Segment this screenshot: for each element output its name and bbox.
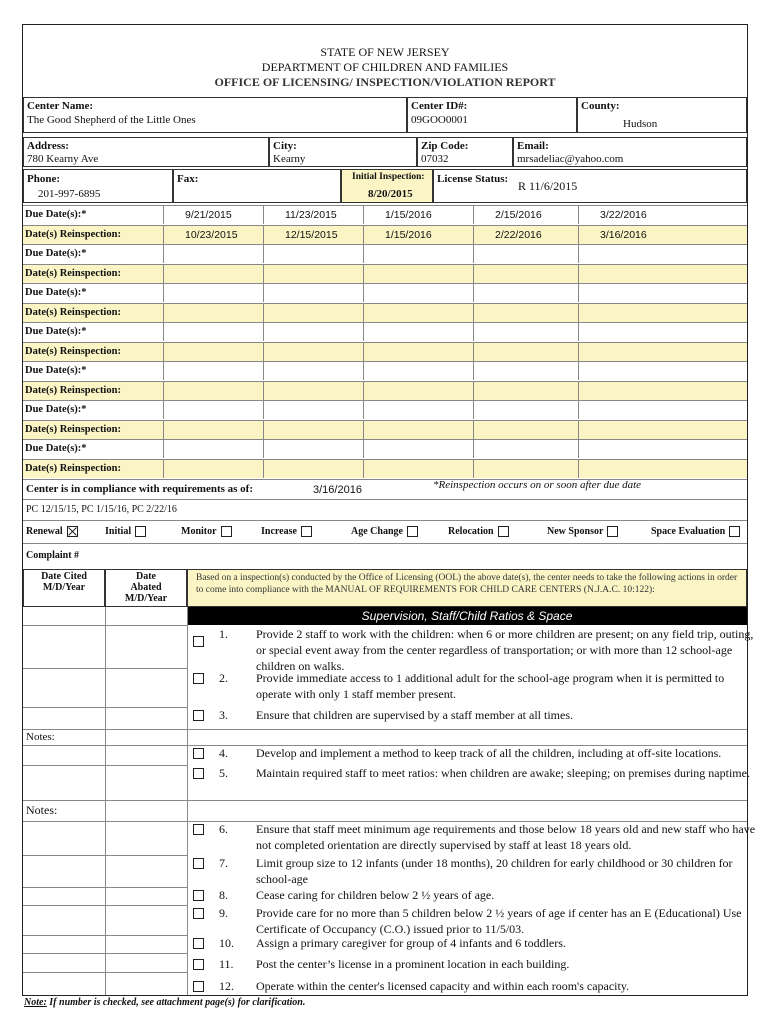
checkbox-icon[interactable]	[193, 858, 204, 869]
reinspection-row	[23, 420, 747, 439]
checkbox-icon[interactable]	[193, 748, 204, 759]
checkbox-icon[interactable]	[135, 526, 146, 537]
email-label: Email:	[517, 140, 549, 152]
footnote-prefix: Note:	[24, 997, 47, 1008]
divider	[23, 707, 187, 708]
cell-divider	[578, 421, 579, 439]
cell-divider	[263, 265, 264, 283]
county-box	[577, 97, 747, 133]
cell-divider	[578, 323, 579, 341]
reinspection-row	[23, 303, 747, 322]
checkbox-icon[interactable]	[193, 768, 204, 779]
city-label: City:	[273, 140, 297, 152]
cell-divider	[263, 226, 264, 244]
fax-box	[173, 169, 341, 203]
checkbox-icon[interactable]	[301, 526, 312, 537]
item-number: 10.	[219, 936, 234, 950]
type-option[interactable]	[261, 526, 312, 537]
cell-divider	[263, 206, 264, 224]
phone-label: Phone:	[27, 173, 60, 185]
header-department: DEPARTMENT OF CHILDREN AND FAMILIES	[261, 60, 509, 74]
type-label: Monitor	[181, 526, 217, 537]
county-value[interactable]: Hudson	[623, 118, 658, 130]
zip-value[interactable]: 07032	[421, 153, 449, 165]
reinspection-row	[23, 264, 747, 283]
cell-divider	[263, 323, 264, 341]
center-id-label: Center ID#:	[411, 100, 468, 112]
cell-divider	[578, 265, 579, 283]
cell-divider	[363, 323, 364, 341]
reinspection-row	[23, 459, 747, 478]
item-text: Ensure that staff meet minimum age requirements and those below 18 years old and new staff who have not completed orientation are directly supervised by staff at least 18 years old.	[256, 822, 756, 852]
center-id-box	[407, 97, 577, 133]
divider	[23, 543, 747, 544]
row-label: Date(s) Reinspection:	[25, 462, 121, 474]
cell-divider	[363, 245, 364, 263]
due-date-row	[23, 361, 747, 380]
date-cell[interactable]: 10/23/2015	[185, 228, 238, 241]
item-text: Provide immediate access to 1 additional adult for the school-age program when it is permitted to operate with only 1 staff member present.	[256, 671, 725, 701]
cell-divider	[163, 421, 164, 439]
checkbox-icon[interactable]	[607, 526, 618, 537]
date-abated-header: Date Abated M/D/Year	[105, 569, 187, 607]
checkbox-icon[interactable]	[729, 526, 740, 537]
row-label: Date(s) Reinspection:	[25, 384, 121, 396]
checkbox-icon[interactable]	[193, 938, 204, 949]
item-number: 3.	[219, 708, 228, 722]
cell-divider	[473, 440, 474, 458]
type-label: New Sponsor	[547, 526, 604, 537]
cell-divider	[363, 206, 364, 224]
cell-divider	[578, 343, 579, 361]
cell-divider	[163, 362, 164, 380]
cell-divider	[163, 440, 164, 458]
reinspection-note: *Reinspection occurs on or soon after due date	[433, 479, 642, 491]
row-label: Date(s) Reinspection:	[25, 306, 121, 318]
type-label: Space Evaluation	[651, 526, 726, 537]
header-office: OFFICE OF LICENSING/ INSPECTION/VIOLATION REPORT	[214, 75, 556, 89]
cell-divider	[163, 343, 164, 361]
row-label: Due Date(s):*	[25, 326, 87, 337]
cell-divider	[578, 362, 579, 380]
city-box	[269, 137, 417, 167]
cell-divider	[473, 226, 474, 244]
date-cell[interactable]: 2/22/2016	[495, 228, 542, 241]
divider	[23, 800, 747, 801]
item-number: 2.	[219, 671, 228, 685]
cell-divider	[363, 362, 364, 380]
due-date-row	[23, 322, 747, 341]
compliance-date[interactable]: 3/16/2016	[313, 484, 362, 496]
item-text: Post the center’s license in a prominent location in each building.	[256, 957, 570, 971]
cell-divider	[163, 265, 164, 283]
reinspection-row	[23, 342, 747, 361]
date-cell[interactable]: 2/15/2016	[495, 209, 542, 221]
row-label: Due Date(s):*	[25, 248, 87, 259]
cell-divider	[473, 284, 474, 302]
date-cell[interactable]: 3/22/2016	[600, 209, 647, 221]
item-number: 1.	[219, 627, 228, 641]
item-number: 7.	[219, 856, 228, 870]
date-cell[interactable]: 9/21/2015	[185, 209, 232, 221]
city-value[interactable]: Kearny	[273, 153, 306, 165]
checkbox-icon[interactable]	[221, 526, 232, 537]
checkbox-icon[interactable]	[193, 824, 204, 835]
date-cell[interactable]: 1/15/2016	[385, 209, 432, 221]
cell-divider	[578, 460, 579, 478]
type-label: Renewal	[26, 526, 63, 537]
cell-divider	[263, 440, 264, 458]
cell-divider	[473, 421, 474, 439]
item-text: Operate within the center's licensed capacity and within each room's capacity.	[256, 979, 630, 993]
cell-divider	[263, 401, 264, 419]
email-value[interactable]: mrsadeliac@yahoo.com	[517, 153, 624, 165]
cell-divider	[578, 226, 579, 244]
cell-divider	[363, 226, 364, 244]
divider	[187, 607, 188, 995]
cell-divider	[163, 245, 164, 263]
type-label: Age Change	[351, 526, 403, 537]
instructions-header: Based on a inspection(s) conducted by the Office of Licensing (OOL) the above date(s), the center needs to take the following actions in order to come into compliance with the MANUAL OF REQUIREMENTS FOR CHILD CARE CENTERS (N.J.A.C. 10:122):	[187, 569, 747, 607]
item-number: 4.	[219, 746, 228, 760]
type-option[interactable]	[547, 526, 618, 537]
type-label: Increase	[261, 526, 297, 537]
divider	[23, 765, 187, 766]
row-label: Due Date(s):*	[25, 443, 87, 454]
center-name-box	[23, 97, 407, 133]
complaint-label: Complaint #	[26, 550, 80, 561]
cell-divider	[163, 226, 164, 244]
item-text: Provide care for no more than 5 children below 2 ½ years of age if center has an E (Educational) Use Certificate of Occupancy (C.O.) issued prior to 11/5/03.	[256, 906, 742, 936]
checkbox-icon[interactable]	[193, 959, 204, 970]
type-option[interactable]	[448, 526, 509, 537]
checkbox-icon[interactable]	[193, 908, 204, 919]
item-text: Ensure that children are supervised by a staff member at all times.	[256, 708, 574, 722]
address-value[interactable]: 780 Kearny Ave	[27, 153, 99, 165]
row-label: Date(s) Reinspection:	[25, 267, 121, 279]
due-date-row	[23, 439, 747, 458]
row-label: Due Date(s):*	[25, 365, 87, 376]
divider	[23, 729, 747, 730]
checkbox-icon[interactable]	[193, 673, 204, 684]
due-date-row	[23, 283, 747, 302]
checkbox-icon[interactable]	[193, 890, 204, 901]
cell-divider	[163, 284, 164, 302]
footnote	[24, 997, 305, 1008]
cell-divider	[473, 343, 474, 361]
type-option[interactable]	[26, 526, 78, 537]
cell-divider	[473, 206, 474, 224]
divider	[23, 953, 187, 954]
divider	[23, 499, 747, 500]
due-date-row	[23, 400, 747, 419]
row-label: Date(s) Reinspection:	[25, 228, 121, 240]
phone-box	[23, 169, 173, 203]
item-text: Cease caring for children below 2 ½ years of age.	[256, 888, 495, 902]
checkbox-icon[interactable]	[193, 636, 204, 647]
due-date-row	[23, 244, 747, 263]
section-title: Supervision, Staff/Child Ratios & Space	[187, 607, 747, 625]
type-label: Relocation	[448, 526, 494, 537]
cell-divider	[363, 382, 364, 400]
cell-divider	[473, 323, 474, 341]
item-number: 6.	[219, 822, 228, 836]
row-label: Date(s) Reinspection:	[25, 423, 121, 435]
cell-divider	[473, 362, 474, 380]
address-label: Address:	[27, 140, 69, 152]
divider	[23, 625, 187, 626]
item-number: 8.	[219, 888, 228, 902]
type-label: Initial	[105, 526, 132, 537]
row-label: Due Date(s):*	[25, 209, 87, 220]
cell-divider	[363, 421, 364, 439]
zip-box	[417, 137, 513, 167]
divider	[23, 905, 187, 906]
cell-divider	[163, 304, 164, 322]
pc-dates: PC 12/15/15, PC 1/15/16, PC 2/22/16	[26, 504, 177, 515]
license-status-value[interactable]: R 11/6/2015	[518, 179, 578, 193]
type-option[interactable]	[651, 526, 740, 537]
license-status-label: License Status:	[437, 173, 509, 185]
cell-divider	[473, 304, 474, 322]
checkbox-icon[interactable]	[193, 710, 204, 721]
email-box	[513, 137, 747, 167]
cell-divider	[363, 343, 364, 361]
item-number: 9.	[219, 906, 228, 920]
initial-inspection-box	[341, 169, 433, 203]
cell-divider	[163, 401, 164, 419]
date-cited-header: Date Cited M/D/Year	[23, 569, 105, 607]
center-name-label: Center Name:	[27, 100, 94, 112]
cell-divider	[163, 460, 164, 478]
cell-divider	[163, 382, 164, 400]
due-date-row	[23, 205, 747, 224]
checkbox-icon[interactable]	[67, 526, 78, 537]
item-text: Limit group size to 12 infants (under 18 months), 20 children for early childhood or 30 children for school-age	[256, 856, 733, 886]
divider	[23, 972, 187, 973]
row-label: Date(s) Reinspection:	[25, 345, 121, 357]
checkbox-icon[interactable]	[407, 526, 418, 537]
form-header	[23, 45, 747, 90]
date-cell[interactable]: 11/23/2015	[285, 209, 337, 221]
cell-divider	[578, 440, 579, 458]
initial-inspection-value[interactable]: 8/20/2015	[368, 188, 413, 200]
cell-divider	[263, 460, 264, 478]
cell-divider	[578, 284, 579, 302]
checkbox-icon[interactable]	[193, 981, 204, 992]
cell-divider	[578, 304, 579, 322]
divider	[23, 887, 187, 888]
fax-label: Fax:	[177, 173, 199, 185]
item-text: Provide 2 staff to work with the children: when 6 or more children are present; on any field trip, outing, or special event away from the center regardless of transportation; or with more than 12 school-age children on walks.	[256, 627, 754, 673]
compliance-label: Center is in compliance with requirements as of:	[26, 483, 254, 495]
cell-divider	[473, 460, 474, 478]
cell-divider	[578, 382, 579, 400]
divider	[23, 855, 187, 856]
date-cell[interactable]: 1/15/2016	[385, 228, 432, 241]
item-text: Maintain required staff to meet ratios: when children are awake; sleeping; on premises during naptime.	[256, 766, 750, 780]
row-label: Due Date(s):*	[25, 287, 87, 298]
footnote-text: If number is checked, see attachment page(s) for clarification.	[46, 997, 306, 1008]
date-cell[interactable]: 3/16/2016	[600, 228, 647, 241]
cell-divider	[363, 401, 364, 419]
report-form	[22, 24, 756, 996]
date-cell[interactable]: 12/15/2015	[285, 228, 338, 241]
item-number: 12.	[219, 979, 234, 993]
cell-divider	[473, 265, 474, 283]
row-label: Due Date(s):*	[25, 404, 87, 415]
initial-inspection-label: Initial Inspection:	[352, 172, 425, 182]
cell-divider	[263, 343, 264, 361]
cell-divider	[263, 284, 264, 302]
center-name-value[interactable]: The Good Shepherd of the Little Ones	[27, 114, 196, 126]
address-box	[23, 137, 269, 167]
item-text: Develop and implement a method to keep track of all the children, including at off-site locations.	[256, 746, 722, 760]
cell-divider	[163, 206, 164, 224]
zip-label: Zip Code:	[421, 140, 469, 152]
notes-label-2: Notes:	[26, 803, 58, 817]
cell-divider	[363, 440, 364, 458]
checkbox-icon[interactable]	[498, 526, 509, 537]
cell-divider	[363, 304, 364, 322]
center-id-value[interactable]: 09GOO0001	[411, 114, 468, 126]
item-number: 5.	[219, 766, 228, 780]
cell-divider	[263, 304, 264, 322]
cell-divider	[473, 245, 474, 263]
divider	[23, 668, 187, 669]
type-option[interactable]	[181, 526, 232, 537]
cell-divider	[473, 401, 474, 419]
cell-divider	[578, 245, 579, 263]
cell-divider	[263, 362, 264, 380]
cell-divider	[363, 265, 364, 283]
cell-divider	[263, 421, 264, 439]
type-option[interactable]	[105, 526, 146, 537]
item-text: Assign a primary caregiver for group of 4 infants and 6 toddlers.	[256, 936, 566, 950]
phone-value[interactable]: 201-997-6895	[38, 188, 101, 200]
type-option[interactable]	[351, 526, 418, 537]
cell-divider	[578, 401, 579, 419]
item-number: 11.	[219, 957, 234, 971]
cell-divider	[163, 323, 164, 341]
cell-divider	[363, 460, 364, 478]
divider	[23, 935, 187, 936]
notes-label-1: Notes:	[26, 731, 55, 743]
cell-divider	[578, 206, 579, 224]
cell-divider	[263, 382, 264, 400]
license-status-box	[433, 169, 747, 203]
header-state: STATE OF NEW JERSEY	[320, 45, 450, 59]
reinspection-row	[23, 381, 747, 400]
cell-divider	[473, 382, 474, 400]
divider	[105, 607, 106, 995]
county-label: County:	[581, 100, 620, 112]
cell-divider	[263, 245, 264, 263]
divider	[23, 520, 747, 521]
cell-divider	[363, 284, 364, 302]
reinspection-row	[23, 225, 747, 244]
